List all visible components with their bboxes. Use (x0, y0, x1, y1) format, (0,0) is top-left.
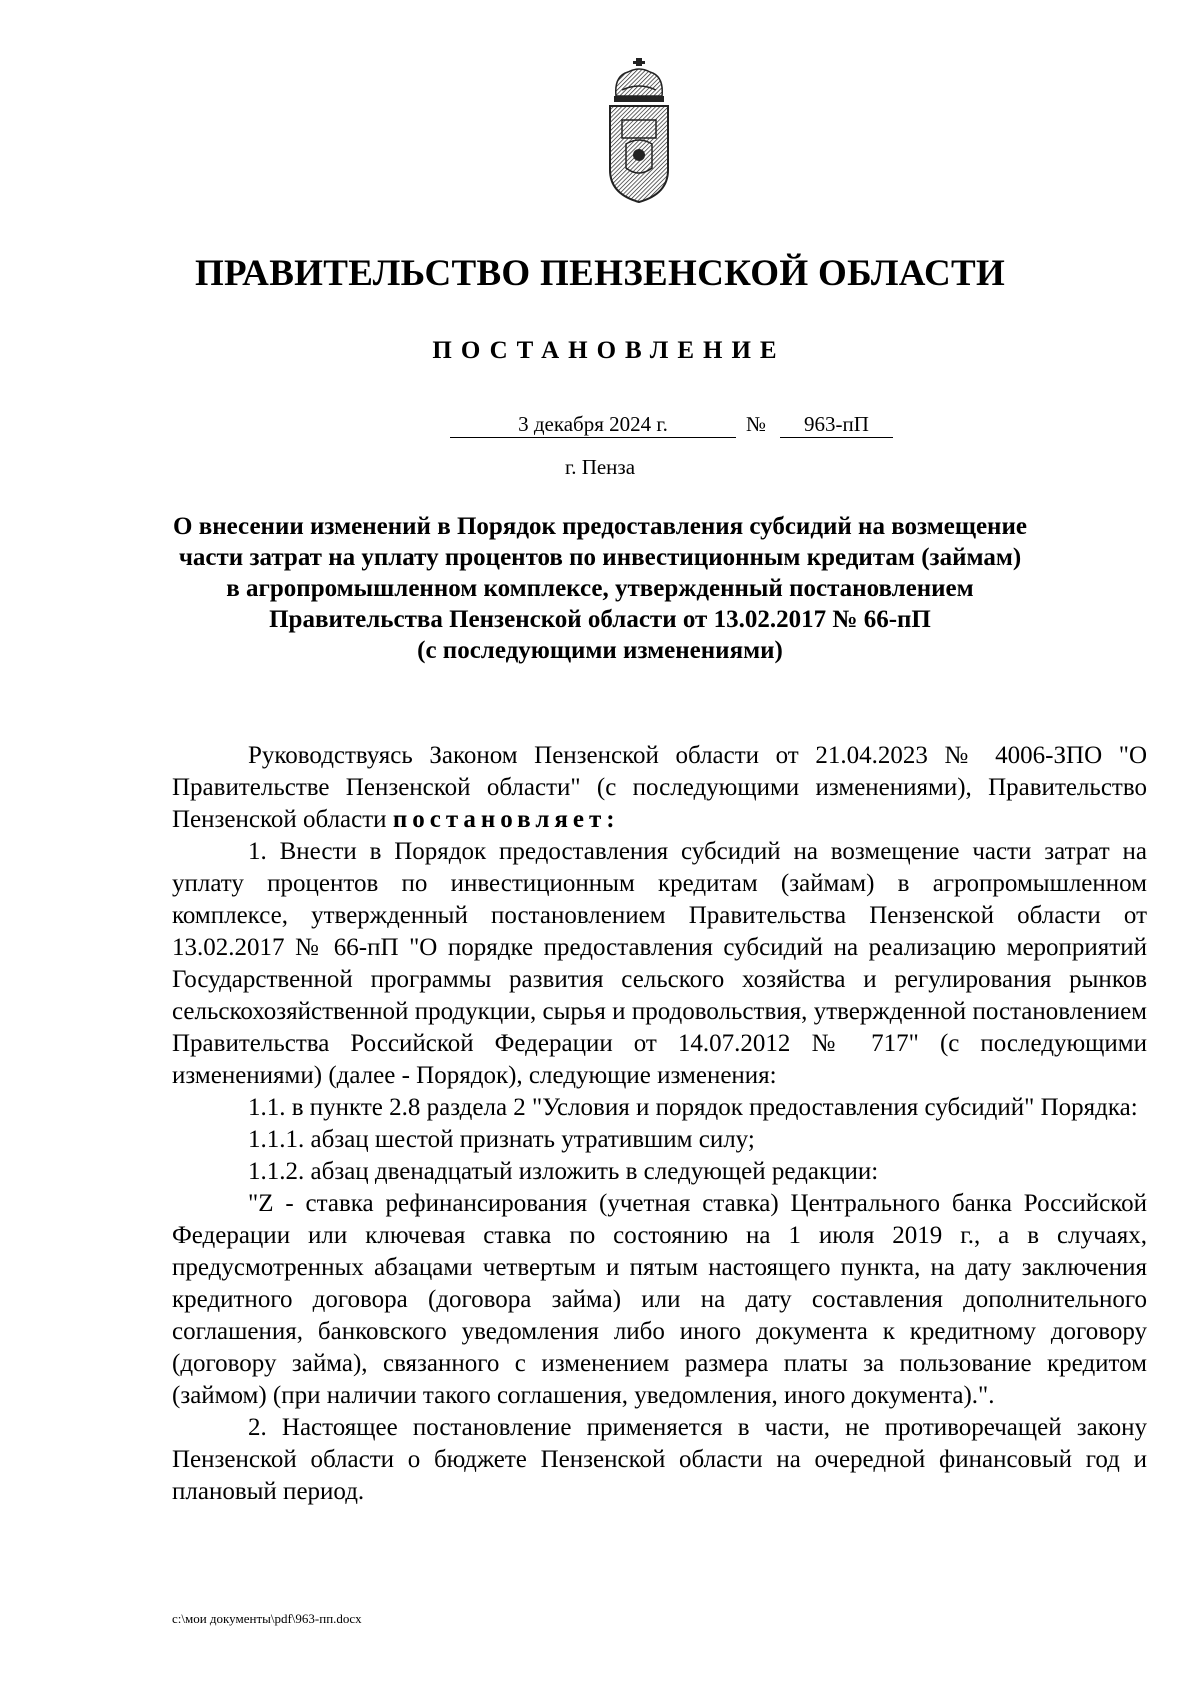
title-line: (с последующими изменениями) (417, 637, 783, 664)
title-line: Правительства Пензенской области от 13.02.2017 № 66-пП (269, 606, 931, 633)
decree-number: 963-пП (780, 411, 893, 438)
decree-date: 3 декабря 2024 г. (450, 411, 736, 438)
paragraph-1-1-1: 1.1.1. абзац шестой признать утратившим силу; (248, 1126, 755, 1153)
preamble-text: Руководствуясь Законом Пензенской области от 21.04.2023 № 4006-ЗПО "О Правительстве Пензенской области" (с последующими изменениями), Правительство Пензенской области (172, 742, 1147, 833)
paragraph-quote: "Z - ставка рефинансирования (учетная ставка) Центрального банка Российской Федерации или ключевая ставка по состоянию на 1 июля 2019 г., а в случаях, предусмотренных абзацами четвертым и пятым настоящего пункта, на дату заключения кредитного договора (договора займа) или на дату составления дополнительного соглашения, банковского уведомления либо иного документа к кредитному договору (договору займа), связанного с изменением размера платы за пользование кредитом (займом) (при наличии такого соглашения, уведомления, иного документа).". (172, 1190, 1147, 1409)
paragraph-1-1-2: 1.1.2. абзац двенадцатый изложить в следующей редакции: (248, 1158, 879, 1185)
document-title (150, 511, 1050, 666)
title-line: в агропромышленном комплексе, утвержденный постановлением (226, 575, 974, 602)
title-line: части затрат на уплату процентов по инвестиционным кредитам (займам) (178, 544, 1022, 571)
date-number-line (0, 411, 1200, 441)
number-sign: № (746, 412, 767, 436)
paragraph-preamble (172, 740, 1147, 836)
file-path-footer: c:\мои документы\pdf\963-пп.docx (172, 1611, 362, 1626)
government-name: ПРАВИТЕЛЬСТВО ПЕНЗЕНСКОЙ ОБЛАСТИ (194, 253, 1006, 294)
paragraph-1: 1. Внести в Порядок предоставления субсидий на возмещение части затрат на уплату процентов по инвестиционным кредитам (займам) в агропромышленном комплексе, утвержденный постановлением Правительства Пензенской области от 13.02.2017 № 66-пП "О порядке предоставления субсидий на реализацию мероприятий Государственной программы развития сельского хозяйства и регулирования рынков сельскохозяйственной продукции, сырья и продовольствия, утвержденной постановлением Правительства Российской Федерации от 14.07.2012 № 717" (с последующими изменениями) (далее - Порядок), следующие изменения: (172, 838, 1147, 1089)
paragraph-2: 2. Настоящее постановление применяется в части, не противоречащей закону Пензенской области о бюджете Пензенской области на очередной финансовый год и плановый период. (172, 1414, 1147, 1505)
paragraph-1-1: 1.1. в пункте 2.8 раздела 2 "Условия и порядок предоставления субсидий" Порядка: (248, 1094, 1138, 1121)
resolves-word: постановляет: (392, 806, 620, 833)
coat-of-arms-icon (602, 58, 676, 206)
document-body (172, 740, 1147, 1508)
title-line: О внесении изменений в Порядок предоставления субсидий на возмещение (173, 513, 1027, 540)
document-type: ПОСТАНОВЛЕНИЕ (432, 337, 786, 364)
city: г. Пенза (564, 455, 636, 479)
